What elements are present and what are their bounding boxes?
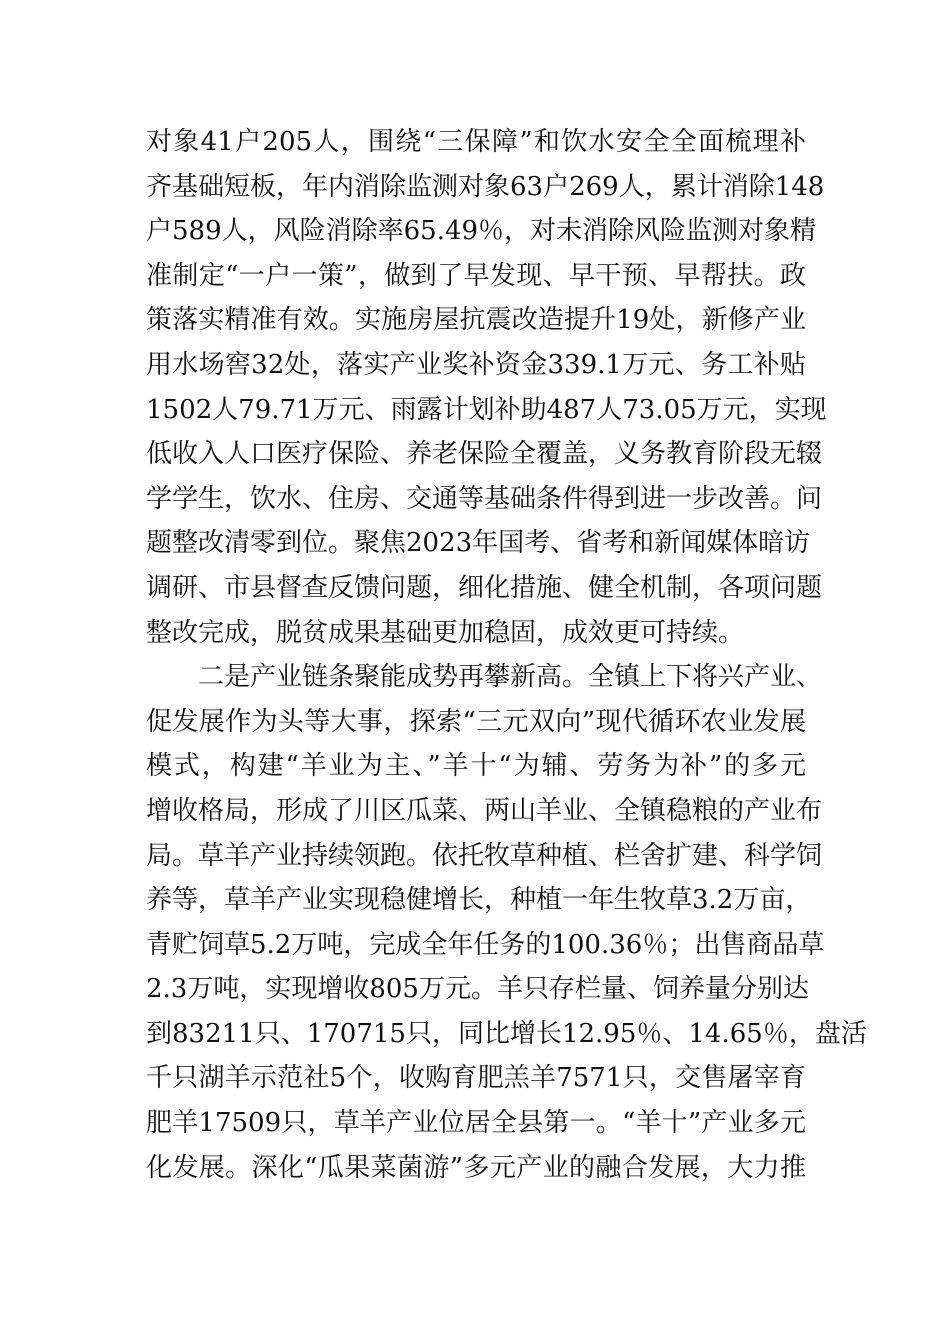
text-line: 题整改清零到位。聚焦2023年国考、省考和新闻媒体暗访 [146, 528, 811, 559]
text-line: 增收格局，形成了川区瓜菜、两山羊业、全镇稳粮的产业布 [146, 795, 823, 826]
text-line: 调研、市县督查反馈问题，细化措施、健全机制，各项问题 [146, 572, 823, 603]
text-line: 低收入人口医疗保险、养老保险全覆盖，义务教育阶段无辍 [146, 439, 823, 470]
paragraph-end-line: 整改完成，脱贫成果基础更加稳固，成效更可持续。 [146, 617, 745, 648]
text-line: 促发展作为头等大事，探索“三元双向”现代循环农业发展 [146, 706, 806, 737]
text-line: 学学生，饮水、住房、交通等基础条件得到进一步改善。问 [146, 483, 823, 514]
text-line: 齐基础短板，年内消除监测对象63户269人，累计消除148 [146, 171, 825, 202]
text-line: 化发展。深化“瓜果菜菌游”多元产业的融合发展，大力推 [146, 1152, 806, 1183]
text-line: 2.3万吨，实现增收805万元。羊只存栏量、饲养量分别达 [146, 974, 809, 1005]
text-line: 养等，草羊产业实现稳健增长，种植一年生牧草3.2万亩， [146, 885, 812, 916]
text-line: 模式，构建“羊业为主、”羊十“为辅、劳务为补”的多元 [146, 751, 806, 782]
text-line: 准制定“一户一策”，做到了早发现、早干预、早帮扶。政 [146, 260, 806, 291]
text-line: 千只湖羊示范社5个，收购育肥羔羊7571只，交售屠宰育 [146, 1063, 806, 1094]
text-line: 到83211只、170715只，同比增长12.95％、14.65％，盘活 [146, 1018, 867, 1049]
paragraph-start-line: 二是产业链条聚能成势再攀新高。全镇上下将兴产业、 [198, 662, 823, 693]
text-line: 策落实精准有效。实施房屋抗震改造提升19处，新修产业 [146, 305, 806, 336]
text-line: 对象41户205人，围绕“三保障”和饮水安全全面梳理补 [146, 127, 806, 157]
text-line: 1502人79.71万元、雨露计划补助487人73.05万元，实现 [146, 394, 827, 425]
text-line: 肥羊17509只，草羊产业位居全县第一。“羊十”产业多元 [146, 1108, 806, 1139]
text-line: 局。草羊产业持续领跑。依托牧草种植、栏舍扩建、科学饲 [146, 840, 823, 871]
body-text [146, 120, 867, 1190]
text-line: 用水场窖32处，落实产业奖补资金339.1万元、务工补贴 [146, 349, 806, 380]
text-line: 青贮饲草5.2万吨，完成全年任务的100.36％；出售商品草 [146, 929, 825, 960]
text-line: 户589人，风险消除率65.49％，对未消除风险监测对象精 [146, 216, 817, 247]
